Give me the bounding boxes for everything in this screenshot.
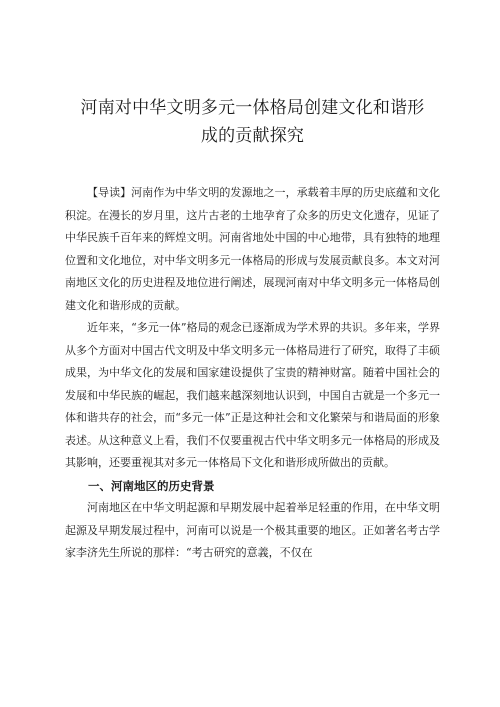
- section-1-paragraph: 河南地区在中华文明起源和早期发展中起着举足轻重的作用，在中华文明起源及早期发展过程中，河南可以说是一个极其重要的地区。正如著名考古学家李济先生所说的那样：“考古研究的意義，不仅在: [65, 501, 440, 559]
- abstract-paragraph: [65, 182, 440, 317]
- document-body: [65, 182, 440, 565]
- intro-paragraph: 近年来，“多元一体”格局的观念已逐渐成为学术界的共识。多年来，学界从多个方面对中国古代文明及中华文明多元一体格局进行了研究，取得了丰硕成果，为中华文化的发展和国家建设提供了宝贵的精神财富。随着中国社会的发展和中华民族的崛起，我们越来越深刻地认识到，中国自古就是一个多元一体和谐共存的社会，而“多元一体”正是这种社会和文化繁荣与和谐局面的形象表述。从这种意义上看，我们不仅要重视古代中华文明多元一体格局的形成及其影响，还要重视其对多元一体格局下文化和谐形成所做出的贡献。: [65, 321, 440, 469]
- title-line-1: 河南对中华文明多元一体格局创建文化和谐形: [80, 98, 425, 118]
- abstract-tag: 【导读】: [87, 186, 132, 199]
- abstract-text: 河南作为中华文明的发源地之一，承载着丰厚的历史底蕴和文化积淀。在漫长的岁月里，这片古老的土地孕育了众多的历史文化遗存，见证了中华民族千百年来的辉煌文明。河南省地处中国的中心地带，具有独特的地理位置和文化地位，对中华文明多元一体格局的形成与发展贡献良多。本文对河南地区文化的历史进程及地位进行阐述，展现河南对中华文明多元一体格局创建文化和谐形成的贡献。: [65, 186, 441, 312]
- title-line-2: 成的贡献探究: [200, 126, 305, 146]
- document-title: [65, 94, 440, 150]
- section-heading-1: 一、河南地区的历史背景: [88, 478, 215, 493]
